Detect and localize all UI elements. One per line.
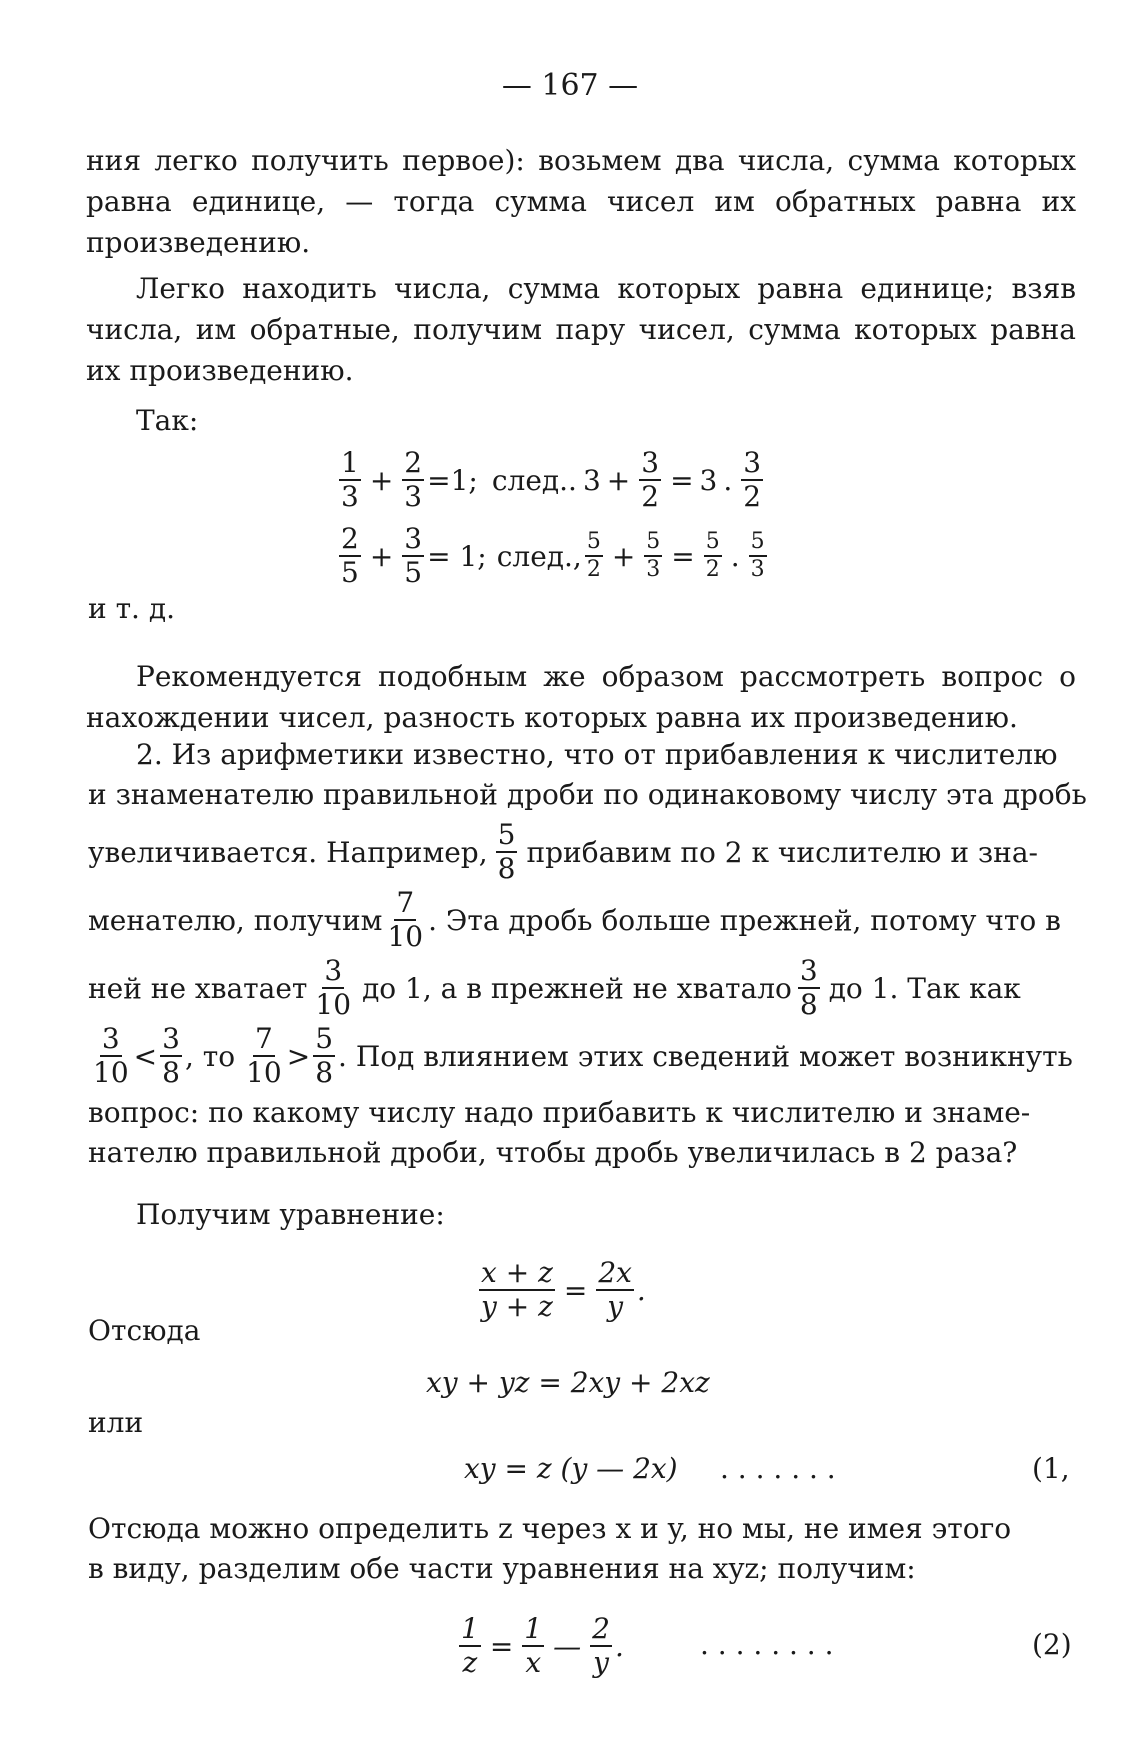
equation-2: 2 5 + $\frac{3}{5}$ = 1; след., 5 2 + $\frac{5}{3}$ = $\frac{5}{2}$ . 5 3 [341, 522, 765, 589]
paragraph-3: Рекомендуется подобным же образом рассмотреть вопрос о нахождении чисел, разность которых равна их произведению. [86, 660, 1076, 734]
ili-label: или [88, 1406, 144, 1439]
paragraph-4-line-2: и знаменателю правильной дроби по одинаковому числу эта дробь [88, 778, 1087, 811]
otsyuda-label: Отсюда [88, 1314, 201, 1347]
fraction: 3 2 [743, 446, 762, 513]
fraction: 7 10 [387, 886, 424, 953]
paragraph-4-line-6: 3 10 < 3 8 , то 7 10 > 5 8 . Под влиянием этих сведений может возникнуть [93, 1022, 1073, 1089]
paragraph-4-line-8: нателю правильной дроби, чтобы дробь увеличилась в 2 раза? [88, 1136, 1018, 1169]
fraction: $\frac{3}{5}$ [404, 522, 423, 589]
paragraph-4-line-5: ней не хватает 3 10 до 1, а в прежней не хватало 3 8 до 1. Так как [88, 954, 1021, 1021]
fraction: 3 8 [162, 1022, 180, 1089]
fraction: $\frac{1}{x}$ [524, 1612, 543, 1679]
fraction: $\frac{2}{3}$ [404, 446, 423, 513]
paragraph-4-line-1: 2. Из арифметики известно, что от прибавления к числителю [136, 738, 1058, 771]
equation-1: 1 3 + $\frac{2}{3}$ =1; след.. 3 + $\frac{3}{2}$ = 3 . 3 2 [341, 446, 762, 513]
paragraph-4-line-3: увеличивается. Например, 5 8 прибавим по 2 к числителю и зна- [88, 818, 1038, 885]
equation-label-2: (2) [1032, 1628, 1072, 1661]
equation-intro: Получим уравнение: [136, 1198, 445, 1231]
fraction: $\frac{5}{3}$ [646, 529, 661, 582]
fraction: $\frac{x + z}{y + z}$ [481, 1256, 553, 1323]
fraction: $\frac{3}{2}$ [641, 446, 660, 513]
fraction: 5 3 [750, 529, 765, 582]
fraction: 7 10 [246, 1022, 282, 1089]
leader-dots-2: . . . . . . . . [700, 1628, 834, 1661]
equation-4: xy + yz = 2xy + 2xz [426, 1366, 710, 1399]
tak-label: Так: [136, 404, 199, 437]
fraction: $\frac{1}{z}$ [461, 1612, 479, 1679]
fraction: 3 8 [799, 954, 818, 1021]
fraction: 5 2 [586, 529, 601, 582]
paragraph-4-line-7: вопрос: по какому числу надо прибавить к числителю и знаме- [88, 1096, 1031, 1129]
leader-dots-1: . . . . . . . [720, 1452, 836, 1485]
paragraph-4-line-4: менателю, получим 7 10 . Эта дробь больше прежней, потому что в [88, 886, 1061, 953]
paragraph-5-line-2: в виду, разделим обе части уравнения на xyz; получим: [88, 1552, 916, 1585]
paragraph-1: ния легко получить первое): возьмем два числа, сумма которых равна единице, — тогда сумма чисел им обратных равна их произведению. [86, 144, 1076, 259]
fraction: $\frac{2x}{y}$ [598, 1256, 632, 1323]
paragraph-2: Легко находить числа, сумма которых равна единице; взяв числа, им обратные, получим пару чисел, сумма которых равна их произведению. [86, 272, 1076, 387]
fraction: 5 8 [315, 1022, 334, 1089]
fraction: $\frac{5}{2}$ [705, 529, 720, 582]
fraction: 3 10 [315, 954, 352, 1021]
fraction: 1 3 [341, 446, 359, 513]
page-number: — 167 — [501, 68, 639, 103]
equation-label-1: (1, [1032, 1452, 1070, 1485]
etc-label: и т. д. [88, 592, 175, 625]
equation-3: $\frac{x + z}{y + z}$ = $\frac{2x}{y}$ . [481, 1256, 646, 1323]
fraction: 5 8 [497, 818, 516, 885]
fraction: 2 y [592, 1612, 610, 1679]
equation-6: $\frac{1}{z}$ = $\frac{1}{x}$ — 2 y . [461, 1612, 624, 1679]
fraction: 2 5 [341, 522, 359, 589]
fraction: 3 10 [93, 1022, 129, 1089]
equation-5: xy = z (y — 2x) [464, 1452, 678, 1485]
paragraph-5-line-1: Отсюда можно определить z через x и y, но мы, не имея этого [88, 1512, 1012, 1545]
